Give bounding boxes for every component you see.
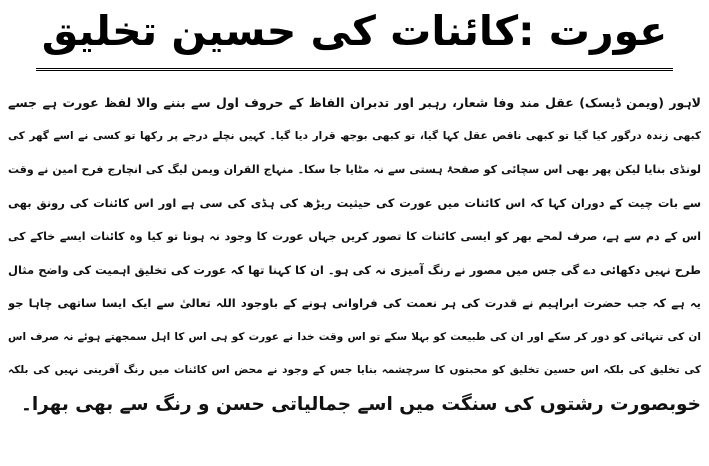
body-line: لونڈی بنایا لیکن پھر بھی اس سچائی کو صفحۂ ہستی سے نہ مٹایا جا سکا۔ منہاج القران ویمن لیگ کی انچارج فرح امین نے وقت <box>8 163 701 176</box>
body-line: لاہور (ویمن ڈیسک) عقل مند وفا شعار، رہبر اور تدبران الفاظ کے حروف اول سے بننے والا لفظ عورت ہے جسے <box>8 95 701 110</box>
body-line-last: خوبصورت رشتوں کی سنگت میں اسے جمالیاتی حسن و رنگ سے بھی بھرا۔ <box>20 393 701 415</box>
headline-container <box>0 6 709 76</box>
body-line: کی تخلیق کی بلکہ اس حسین تخلیق کو محبتوں کا سرچشمہ بنایا جس کے وجود نے محض اس کائنات میں رنگ آفرینی نہیں کی بلکہ <box>8 364 701 376</box>
body-line: کبھی زندہ درگور کیا گیا تو کبھی ناقص عقل کہا گیا، تو کبھی بوجھ قرار دیا گیا۔ کہیں نچلے درجے پر رکھا تو کسی نے اسے گھر کی <box>8 129 701 142</box>
body-line: سے بات چیت کے دوران کہا کہ اس کائنات میں عورت کی حیثیت ریڑھ کی ہڈی کی سی ہے اور اس کائنات کی رونق بھی <box>8 195 701 210</box>
body-line: یہ ہے کہ جب حضرت ابراہیم نے قدرت کی ہر نعمت کی فراوانی ہونے کے باوجود اللہ تعالیٰ سے ایک ایسا ساتھی چاہا جو <box>8 296 701 310</box>
body-line: ان کی تنہائی کو دور کر سکے اور ان کی طبیعت کو بہلا سکے تو اس وقت خدا نے عورت کو ہی اس کا اہل سمجھتے ہوئے نہ صرف اس <box>8 330 701 343</box>
body-line: اس کے دم سے ہے، صرف لمحے بھر کو ایسی کائنات کا تصور کریں جہاں عورت کا وجود نہ ہوتا تو کیا وہ کائنات ایسے خاکے کی <box>8 230 701 243</box>
article-body <box>8 86 701 421</box>
article-headline: عورت :کائنات کی حسین تخلیق <box>36 6 674 71</box>
body-line: طرح نہیں دکھائی دے گی جس میں مصور نے رنگ آمیزی نہ کی ہو۔ ان کا کہنا تھا کہ عورت کی تخلیق اہمیت کی واضح مثال <box>8 262 701 277</box>
